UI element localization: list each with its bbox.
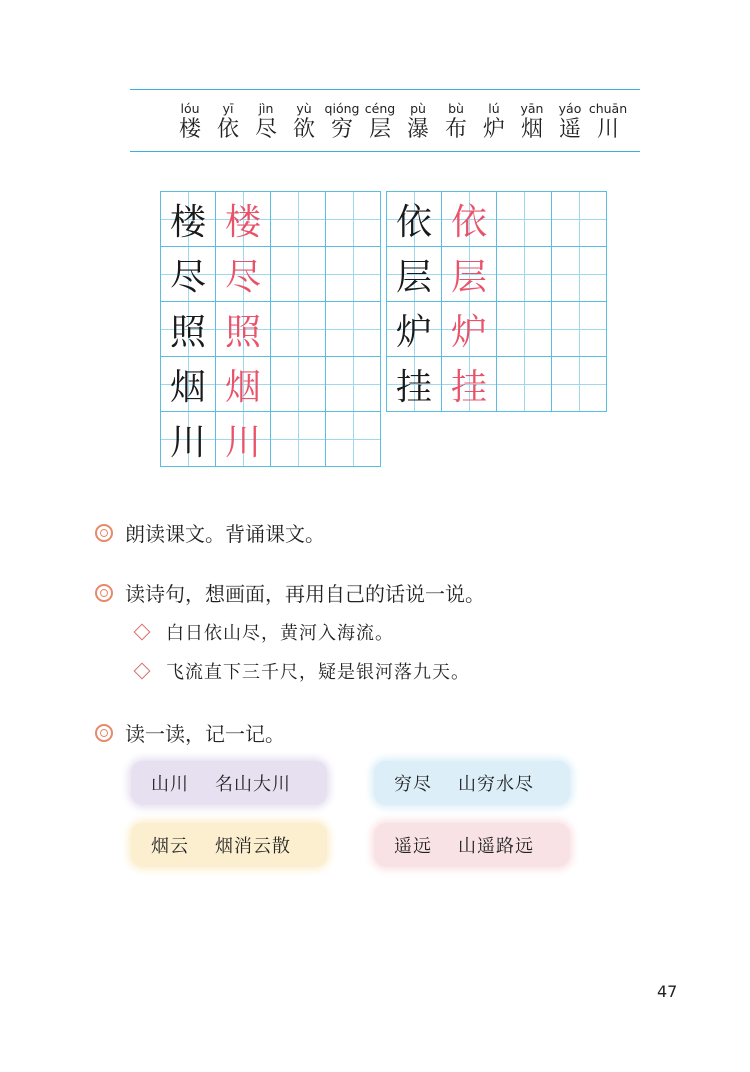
- vocab-item: [249, 101, 283, 143]
- vocab-character: 布: [444, 116, 467, 142]
- grid-empty-cell: [496, 356, 552, 412]
- grid-empty-cell: [325, 356, 381, 412]
- vocab-pinyin: yù: [296, 100, 312, 116]
- grid-empty-cell: [496, 246, 552, 302]
- grid-empty-cell: [270, 301, 326, 357]
- vocabulary-strip: [130, 89, 640, 152]
- grid-row: [160, 191, 380, 246]
- vocab-character: 遥: [558, 116, 581, 142]
- grid-trace-character: 川: [215, 411, 271, 467]
- vocab-character: 瀑: [406, 116, 429, 142]
- writing-grid-left: [160, 191, 380, 466]
- word-chip: [374, 761, 570, 805]
- vocab-pinyin: jìn: [258, 100, 274, 116]
- exercise-marker-icon: [95, 724, 113, 742]
- vocab-character: 川: [596, 116, 619, 142]
- vocab-pinyin: yān: [520, 100, 544, 116]
- vocab-item: [588, 100, 628, 143]
- grid-empty-cell: [325, 301, 381, 357]
- grid-model-character: 川: [160, 411, 216, 467]
- grid-model-character: 依: [386, 191, 442, 247]
- grid-empty-cell: [270, 191, 326, 247]
- vocab-pinyin: bù: [448, 100, 464, 116]
- vocab-pinyin: céng: [364, 100, 396, 116]
- exercise-3-text: 读一读，记一记。: [125, 722, 285, 746]
- grid-row: [386, 301, 606, 356]
- vocab-pinyin: yī: [222, 100, 234, 116]
- exercise-1-text: 朗读课文。背诵课文。: [125, 522, 325, 546]
- vocab-character: 烟: [520, 116, 543, 142]
- grid-trace-character: 依: [441, 191, 497, 247]
- chip-idiom: 烟消云散: [215, 836, 291, 857]
- grid-trace-character: 烟: [215, 356, 271, 412]
- grid-model-character: 照: [160, 301, 216, 357]
- vocab-item: [211, 101, 245, 143]
- grid-trace-character: 炉: [441, 301, 497, 357]
- vocab-item: [363, 101, 397, 143]
- poem-line-2-text: 飞流直下三千尺，疑是银河落九天。: [166, 662, 470, 683]
- exercise-1: [95, 518, 325, 547]
- exercise-3: [95, 718, 285, 747]
- exercise-2-text: 读诗句，想画面，再用自己的话说一说。: [125, 582, 485, 606]
- diamond-bullet-icon: [134, 663, 151, 680]
- poem-line-1: [130, 619, 394, 645]
- vocab-character: 炉: [482, 116, 505, 142]
- grid-model-character: 烟: [160, 356, 216, 412]
- diamond-bullet-icon: [134, 624, 151, 641]
- grid-row: [386, 246, 606, 301]
- vocab-item: [477, 101, 511, 143]
- grid-empty-cell: [325, 411, 381, 467]
- exercise-2: [95, 578, 485, 607]
- grid-empty-cell: [325, 191, 381, 247]
- word-chip: [374, 823, 570, 867]
- grid-empty-cell: [551, 246, 607, 302]
- grid-empty-cell: [496, 301, 552, 357]
- grid-row: [160, 301, 380, 356]
- vocab-pinyin: pù: [410, 100, 426, 116]
- chip-word: 遥远: [394, 836, 432, 857]
- grid-trace-character: 楼: [215, 191, 271, 247]
- vocab-pinyin: lú: [488, 100, 500, 116]
- vocab-character: 依: [216, 116, 239, 142]
- vocab-character: 楼: [178, 116, 201, 142]
- grid-trace-character: 挂: [441, 356, 497, 412]
- vocab-item: [515, 101, 549, 143]
- vocab-item: [401, 101, 435, 143]
- vocab-item: [553, 101, 587, 143]
- vocab-pinyin: lóu: [180, 100, 200, 116]
- word-chip: [131, 761, 327, 805]
- grid-empty-cell: [551, 191, 607, 247]
- chip-idiom: 名山大川: [215, 774, 291, 795]
- grid-trace-character: 尽: [215, 246, 271, 302]
- word-chip: [131, 823, 327, 867]
- vocab-pinyin: chuān: [588, 100, 628, 116]
- grid-model-character: 楼: [160, 191, 216, 247]
- exercise-marker-icon: [95, 524, 113, 542]
- chip-word: 山川: [151, 774, 189, 795]
- vocab-item: [287, 101, 321, 143]
- grid-trace-character: 层: [441, 246, 497, 302]
- writing-grid-right: [386, 191, 606, 411]
- grid-empty-cell: [270, 246, 326, 302]
- vocab-pinyin: yáo: [558, 100, 582, 116]
- grid-empty-cell: [551, 356, 607, 412]
- poem-line-2: [130, 658, 470, 684]
- vocabulary-list: [145, 99, 628, 143]
- exercise-marker-icon: [95, 584, 113, 602]
- chip-word: 穷尽: [394, 774, 432, 795]
- grid-model-character: 尽: [160, 246, 216, 302]
- poem-line-1-text: 白日依山尽，黄河入海流。: [166, 623, 394, 644]
- vocab-item: [439, 101, 473, 143]
- chip-word: 烟云: [151, 836, 189, 857]
- grid-empty-cell: [551, 301, 607, 357]
- grid-row: [386, 191, 606, 246]
- chip-idiom: 山穷水尽: [458, 774, 534, 795]
- grid-empty-cell: [270, 411, 326, 467]
- grid-model-character: 挂: [386, 356, 442, 412]
- grid-empty-cell: [325, 246, 381, 302]
- grid-row: [160, 246, 380, 301]
- grid-row: [160, 356, 380, 411]
- grid-model-character: 层: [386, 246, 442, 302]
- grid-row: [160, 411, 380, 466]
- vocab-character: 尽: [254, 116, 277, 142]
- vocab-character: 穷: [330, 116, 353, 142]
- chip-idiom: 山遥路远: [458, 836, 534, 857]
- grid-row: [386, 356, 606, 411]
- vocab-item: [173, 101, 207, 143]
- grid-empty-cell: [496, 191, 552, 247]
- vocab-character: 层: [368, 116, 391, 142]
- grid-model-character: 炉: [386, 301, 442, 357]
- grid-trace-character: 照: [215, 301, 271, 357]
- page-number: 47: [657, 982, 678, 1001]
- grid-empty-cell: [270, 356, 326, 412]
- vocab-item: [325, 101, 359, 143]
- vocab-pinyin: qióng: [324, 100, 360, 116]
- vocab-character: 欲: [292, 116, 315, 142]
